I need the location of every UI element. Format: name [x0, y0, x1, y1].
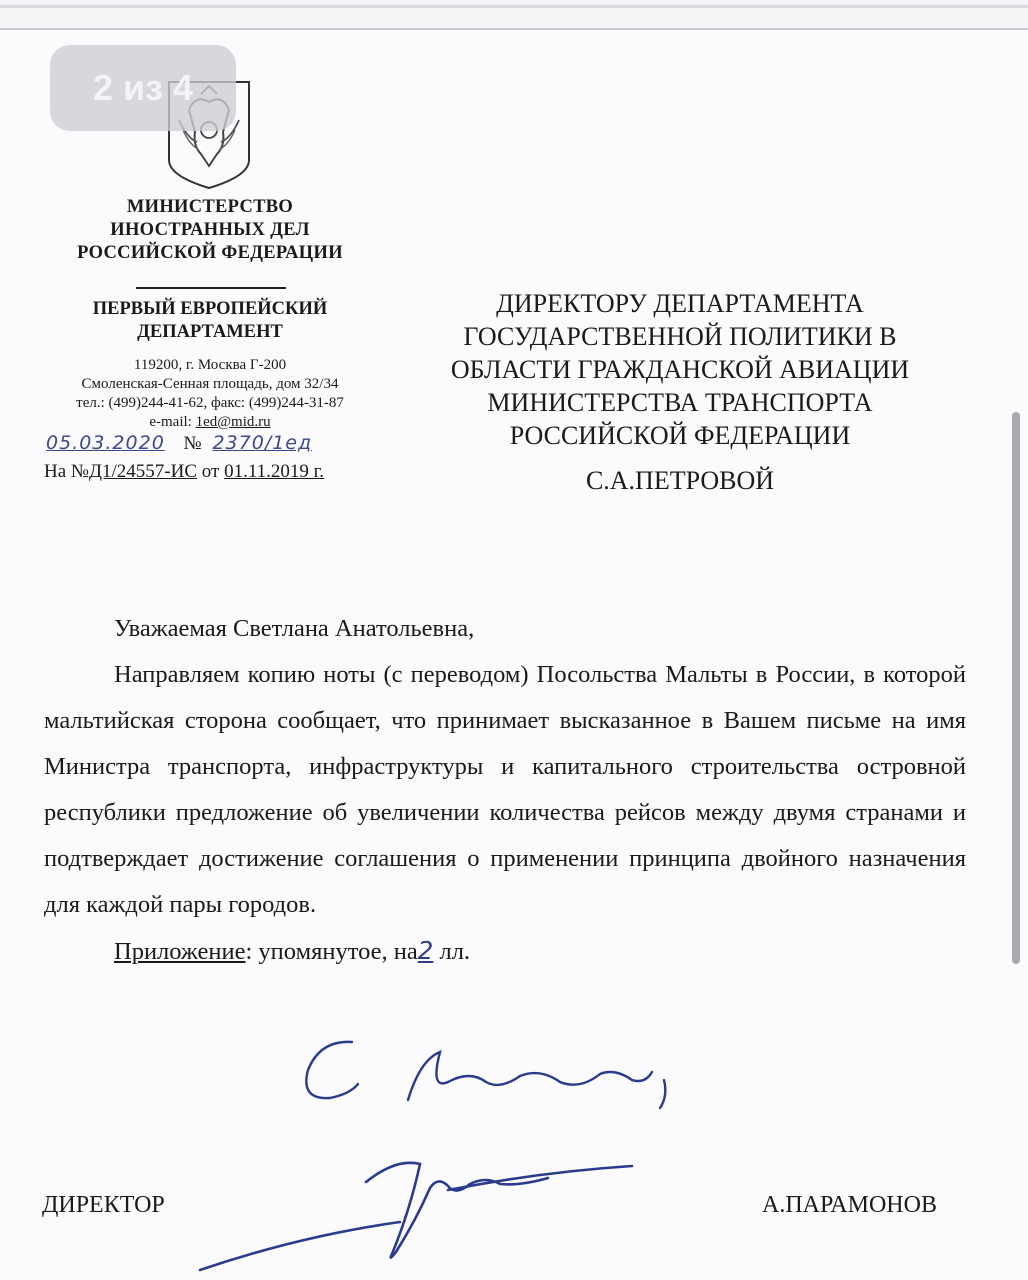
registration-date: 05.03.2020	[46, 432, 165, 454]
registration-number-label: №	[183, 433, 202, 454]
ministry-line-2: ИНОСТРАННЫХ ДЕЛ	[110, 220, 310, 240]
attachment-unit: лл.	[433, 938, 471, 965]
reference-prefix: На №	[44, 461, 90, 482]
recipient-line-3: ОБЛАСТИ ГРАЖДАНСКОЙ АВИАЦИИ	[450, 355, 910, 384]
ministry-line-3: РОССИЙСКОЙ ФЕДЕРАЦИИ	[77, 243, 343, 263]
signatory-title: ДИРЕКТОР	[42, 1192, 165, 1218]
vertical-scrollbar[interactable]	[1012, 412, 1020, 964]
reference-from-label: от	[197, 461, 225, 482]
recipient-block	[420, 287, 940, 497]
recipient-line-1: ДИРЕКТОРУ ДЕПАРТАМЕНТА	[496, 289, 864, 318]
email-link[interactable]: 1ed@mid.ru	[195, 414, 271, 430]
top-strip	[0, 0, 1028, 30]
address-line-2: Смоленская-Сенная площадь, дом 32/34	[81, 376, 339, 392]
attachment-count: 2	[417, 936, 434, 965]
recipient-line-5: РОССИЙСКОЙ ФЕДЕРАЦИИ	[509, 421, 851, 450]
registration-line	[46, 432, 386, 456]
ministry-name	[40, 196, 380, 265]
page-counter-badge: 2 из 4	[50, 45, 236, 131]
attachment-line	[44, 928, 966, 975]
email-line	[40, 413, 380, 432]
recipient-line-2: ГОСУДАРСТВЕННОЙ ПОЛИТИКИ В	[463, 322, 897, 351]
letterhead-divider	[136, 287, 286, 289]
attachment-label: Приложение	[114, 938, 246, 965]
department-name	[40, 298, 380, 344]
email-label: e-mail:	[149, 414, 196, 430]
main-paragraph: Направляем копию ноты (с переводом) Посольства Мальты в России, в которой мальтийская сторона сообщает, что принимает высказанное в Вашем письме на имя Министра транспорта, инфраструктуры и капитального строительства островной республики предложение об увеличении количества рейсов между двумя странами и подтверждает достижение соглашения о применении принципа двойного назначения для каждой пары городов.	[44, 661, 966, 918]
ministry-line-1: МИНИСТЕРСТВО	[126, 197, 294, 217]
letter-body	[44, 606, 966, 975]
department-address	[40, 356, 380, 432]
top-divider	[0, 5, 1028, 8]
signatory-name: А.ПАРАМОНОВ	[762, 1192, 937, 1218]
department-line-2: ДЕПАРТАМЕНТ	[137, 322, 283, 342]
registration-number: 2370/1ед	[212, 432, 313, 454]
recipient-name: С.А.ПЕТРОВОЙ	[585, 466, 775, 495]
salutation: Уважаемая Светлана Анатольевна,	[114, 615, 475, 642]
reference-line	[44, 461, 384, 483]
reference-number: Д1/24557-ИС	[89, 461, 198, 482]
address-line-1: 119200, г. Москва Г-200	[133, 357, 287, 373]
recipient-line-4: МИНИСТЕРСТВА ТРАНСПОРТА	[487, 388, 873, 417]
phone-fax-line: тел.: (499)244-41-62, факс: (499)244-31-87	[76, 395, 344, 411]
reference-date: 01.11.2019 г.	[224, 461, 325, 482]
attachment-text: : упомянутое, на	[245, 938, 418, 965]
department-line-1: ПЕРВЫЙ ЕВРОПЕЙСКИЙ	[92, 299, 328, 319]
